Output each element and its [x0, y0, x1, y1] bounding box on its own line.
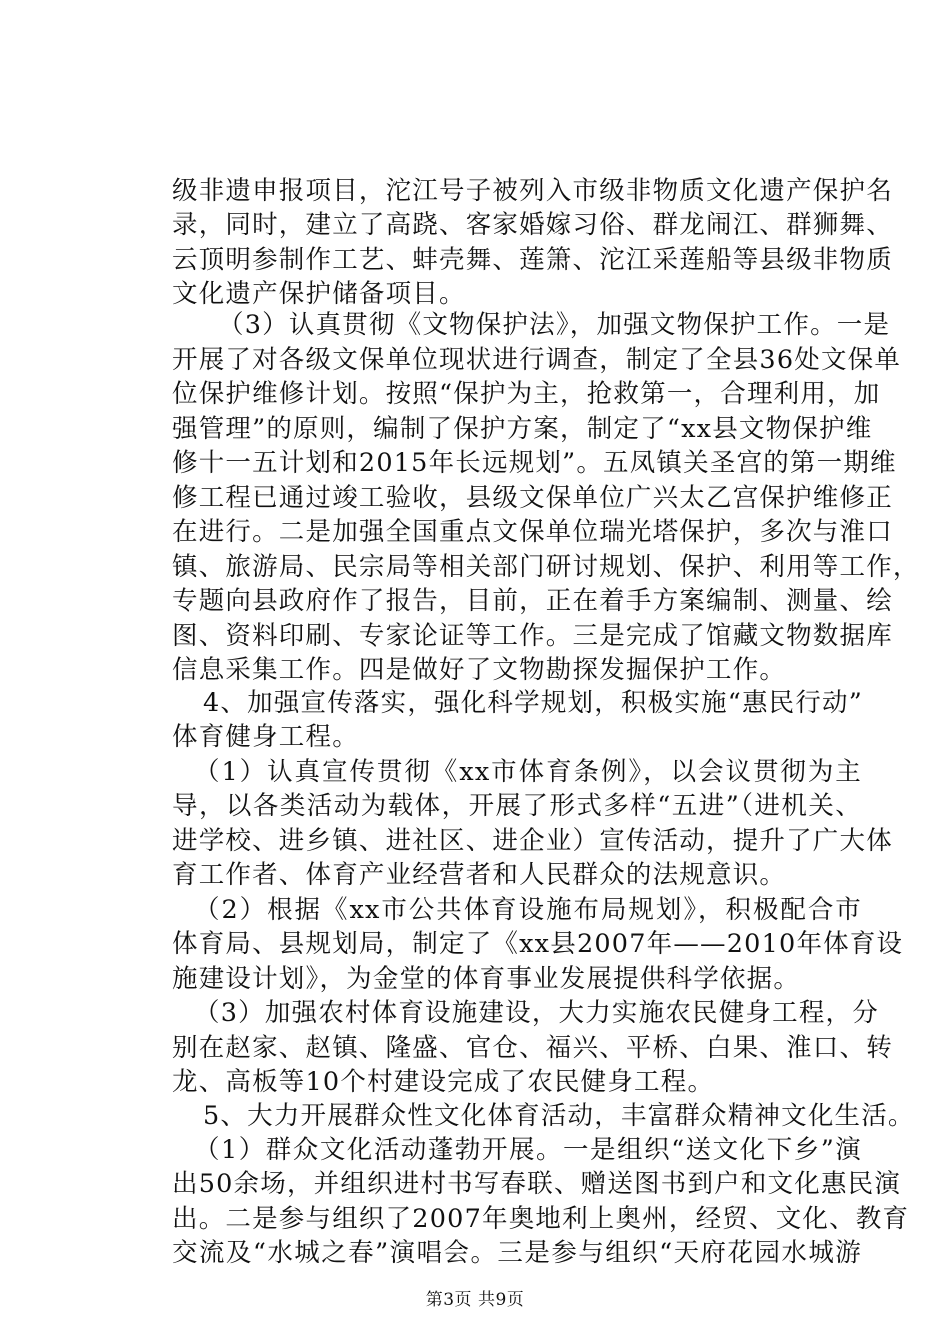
- text-line: （3）加强农村体育设施建设，大力实施农民健身工程，分: [194, 998, 879, 1028]
- text-line: 级非遗申报项目，沱江号子被列入市级非物质文化遗产保护名: [172, 176, 893, 206]
- text-line: 别在赵家、赵镇、隆盛、官仓、福兴、平桥、白果、淮口、转: [172, 1033, 893, 1063]
- text-line: 云顶明参制作工艺、蚌壳舞、莲箫、沱江采莲船等县级非物质: [172, 245, 893, 275]
- text-line: 录，同时，建立了高跷、客家婚嫁习俗、群龙闹江、群狮舞、: [172, 210, 893, 240]
- text-line: 导，以各类活动为载体，开展了形式多样“五进”（进机关、: [172, 791, 862, 821]
- page-number-footer: 第3页 共9页: [425, 1290, 525, 1310]
- text-line: 修工程已通过竣工验收，县级文保单位广兴太乙宫保护维修正: [172, 483, 893, 513]
- text-line: 文化遗产保护储备项目。: [172, 279, 466, 309]
- text-line: （3）认真贯彻《文物保护法》，加强文物保护工作。一是: [218, 310, 891, 340]
- text-line: 信息采集工作。四是做好了文物勘探发掘保护工作。: [172, 655, 787, 685]
- text-line: （1）认真宣传贯彻《xx市体育条例》，以会议贯彻为主: [194, 757, 862, 787]
- text-line: 在进行。二是加强全国重点文保单位瑞光塔保护，多次与淮口: [172, 517, 893, 547]
- text-line: 出50余场，并组织进村书写春联、赠送图书到户和文化惠民演: [172, 1169, 902, 1199]
- text-line: 出。二是参与组织了2007年奥地利上奥州，经贸、文化、教育: [172, 1204, 910, 1234]
- text-line: 施建设计划》，为金堂的体育事业发展提供科学依据。: [172, 964, 801, 994]
- section-heading: 体育健身工程。: [172, 722, 359, 752]
- text-line: 交流及“水城之春”演唱会。三是参与组织“天府花园水城游: [172, 1238, 862, 1268]
- text-line: （1）群众文化活动蓬勃开展。一是组织“送文化下乡”演: [194, 1135, 862, 1165]
- text-line: 图、资料印刷、专家论证等工作。三是完成了馆藏文物数据库: [172, 621, 893, 651]
- text-line: 育工作者、体育产业经营者和人民群众的法规意识。: [172, 860, 787, 890]
- text-line: 进学校、进乡镇、进社区、进企业）宣传活动，提升了广大体: [172, 826, 893, 856]
- text-line: 体育局、县规划局，制定了《xx县2007年——2010年体育设: [172, 929, 904, 959]
- text-line: 龙、高板等10个村建设完成了农民健身工程。: [172, 1067, 715, 1097]
- text-line: 位保护维修计划。按照“保护为主，抢救第一，合理利用，加: [172, 379, 881, 409]
- text-line: 强管理”的原则，编制了保护方案，制定了“xx县文物保护维: [172, 414, 873, 444]
- text-line: 开展了对各级文保单位现状进行调查，制定了全县36处文保单: [172, 345, 902, 375]
- text-line: （2）根据《xx市公共体育设施布局规划》，积极配合市: [194, 895, 862, 925]
- text-line: 修十一五计划和2015年长远规划”。五凤镇关圣宫的第一期维: [172, 448, 897, 478]
- text-line: 镇、旅游局、民宗局等相关部门研讨规划、保护、利用等工作，: [172, 552, 920, 582]
- text-line: 专题向县政府作了报告，目前，正在着手方案编制、测量、绘: [172, 586, 893, 616]
- section-heading: 4、加强宣传落实，强化科学规划，积极实施“惠民行动”: [203, 688, 863, 718]
- section-heading: 5、大力开展群众性文化体育活动，丰富群众精神文化生活。: [203, 1101, 915, 1131]
